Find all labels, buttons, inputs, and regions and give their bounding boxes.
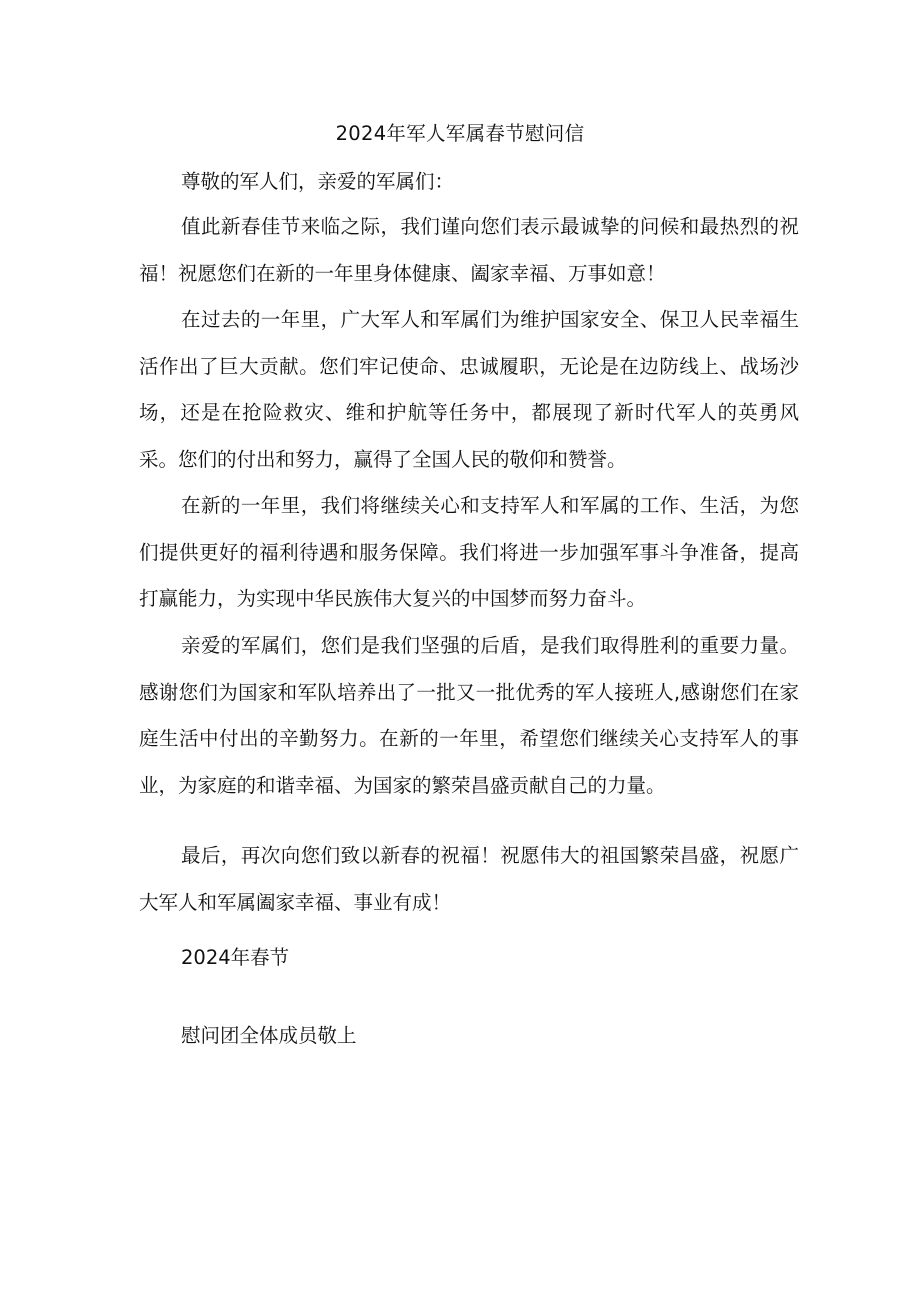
letter-signature: 慰问团全体成员敬上 xyxy=(181,1024,357,1047)
letter-title: 2024年军人军属春节慰问信 xyxy=(335,122,585,145)
paragraph-closing-wishes: 最后，再次向您们致以新春的祝福！祝愿伟大的祖国繁荣昌盛，祝愿广大军人和军属阖家幸福、事业有成！ xyxy=(139,844,799,914)
paragraph-new-year-support: 在新的一年里，我们将继续关心和支持军人和军属的工作、生活，为您们提供更好的福利待遇和服务保障。我们将进一步加强军事斗争准备，提高打赢能力，为实现中华民族伟大复兴的中国梦而努力奋斗。 xyxy=(139,494,799,610)
paragraph-past-year-contributions: 在过去的一年里，广大军人和军属们为维护国家安全、保卫人民幸福生活作出了巨大贡献。您们牢记使命、忠诚履职，无论是在边防线上、战场沙场，还是在抢险救灾、维和护航等任务中，都展现了新时代军人的英勇风采。您们的付出和努力，赢得了全国人民的敬仰和赞誉。 xyxy=(139,308,799,471)
paragraph-military-families: 亲爱的军属们，您们是我们坚强的后盾，是我们取得胜利的重要力量。感谢您们为国家和军队培养出了一批又一批优秀的军人接班人,感谢您们在家庭生活中付出的辛勤努力。在新的一年里，希望您们继续关心支持军人的事业，为家庭的和谐幸福、为国家的繁荣昌盛贡献自己的力量。 xyxy=(139,634,799,797)
paragraph-new-year-wishes: 值此新春佳节来临之际，我们谨向您们表示最诚挚的问候和最热烈的祝福！祝愿您们在新的一年里身体健康、阖家幸福、万事如意！ xyxy=(139,215,799,285)
letter-date: 2024年春节 xyxy=(181,946,290,969)
letter-greeting: 尊敬的军人们，亲爱的军属们： xyxy=(181,170,455,193)
